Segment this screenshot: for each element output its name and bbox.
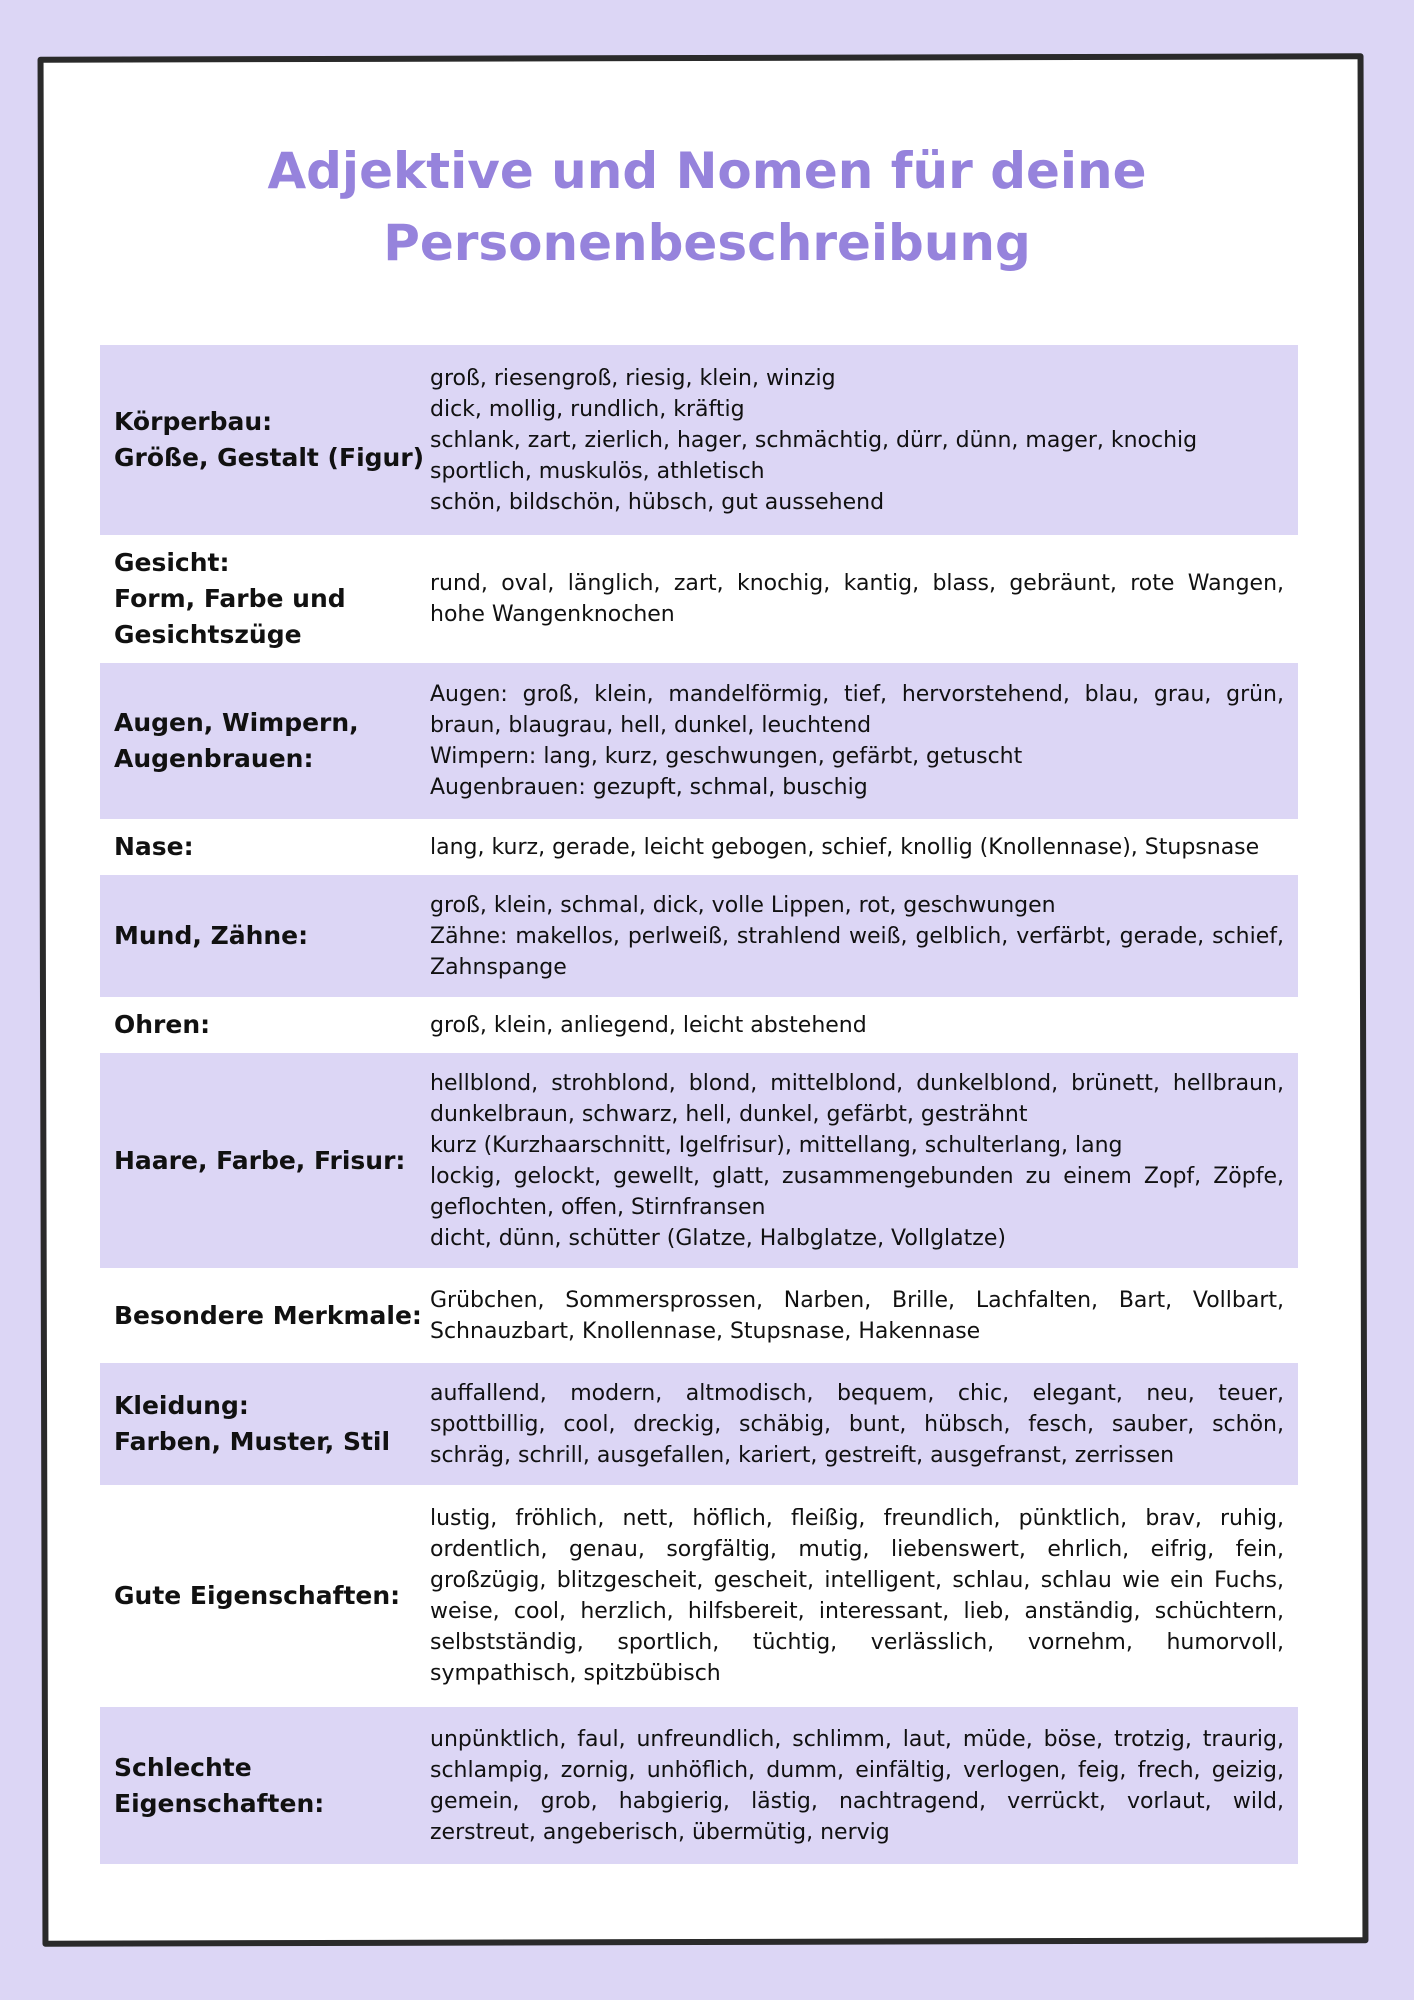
word-line: schlank, zart, zierlich, hager, schmächtig, dürr, dünn, mager, knochig <box>430 427 1198 453</box>
word-line: sportlich, muskulös, athletisch <box>430 458 765 484</box>
table-row-kleidung <box>100 1363 1298 1485</box>
row-label: Mund, Zähne: <box>114 921 309 950</box>
table-row-besondere-merkmale <box>100 1268 1298 1363</box>
table-row-haare <box>100 1053 1298 1268</box>
row-words <box>430 1053 1298 1268</box>
row-label: Gute Eigenschaften: <box>114 1581 401 1610</box>
word-paragraph: lockig, gelockt, gewellt, glatt, zusammengebunden zu einem Zopf, Zöpfe, geflochten, offen, Stirnfransen <box>430 1163 1284 1220</box>
row-label: Kleidung: Farben, Muster, Stil <box>114 1391 391 1456</box>
row-label: Besondere Merkmale: <box>114 1300 422 1330</box>
page-title <box>140 135 1274 279</box>
row-label: Körperbau: Größe, Gestalt (Figur) <box>114 407 425 472</box>
word-paragraph: auffallend, modern, altmodisch, bequem, chic, elegant, neu, teuer, spottbillig, cool, dreckig, schäbig, bunt, hübsch, fesch, sauber, schön, schräg, schrill, ausgefallen, kariert, gestreift, ausgefranst, zerrissen <box>430 1380 1284 1468</box>
table-row-ohren <box>100 997 1298 1053</box>
word-line: groß, klein, schmal, dick, volle Lippen, rot, geschwungen <box>430 892 1056 918</box>
row-label: Ohren: <box>114 1010 211 1039</box>
row-words <box>430 1268 1298 1363</box>
vocabulary-table <box>100 345 1298 1864</box>
word-line: Wimpern: lang, kurz, geschwungen, gefärbt, getuscht <box>430 744 1023 769</box>
table-row-gute-eigenschaften <box>100 1485 1298 1707</box>
row-label: Gesicht: Form, Farbe und Gesichtszüge <box>114 548 346 649</box>
word-line: Augenbrauen: gezupft, schmal, buschig <box>430 775 868 800</box>
word-line: schön, bildschön, hübsch, gut aussehend <box>430 489 885 515</box>
word-paragraph: hellblond, strohblond, blond, mittelblond, dunkelblond, brünett, hellbraun, dunkelbraun, schwarz, hell, dunkel, gefärbt, gesträhnt <box>430 1070 1284 1127</box>
row-words <box>430 535 1298 663</box>
word-line: lang, kurz, gerade, leicht gebogen, schief, knollig (Knollennase), Stupsnase <box>430 834 1260 860</box>
table-row-koerperbau <box>100 345 1298 535</box>
title-line-1: Adjektive und Nomen für deine <box>267 142 1147 200</box>
word-paragraph: unpünktlich, faul, unfreundlich, schlimm, laut, müde, böse, trotzig, traurig, schlampig, zornig, unhöflich, dumm, einfältig, verlogen, feig, frech, geizig, gemein, grob, habgierig, lästig, nachtragend, verrückt, vorlaut, wild, zerstreut, angeberisch, übermütig, nervig <box>430 1726 1284 1845</box>
row-words <box>430 1363 1298 1485</box>
table-row-augen <box>100 663 1298 819</box>
row-words <box>430 875 1298 997</box>
word-line: dick, mollig, rundlich, kräftig <box>430 396 745 422</box>
word-paragraph: lustig, fröhlich, nett, höflich, fleißig, freundlich, pünktlich, brav, ruhig, ordentlich, genau, sorgfältig, mutig, liebenswert, ehrlich, eifrig, fein, großzügig, blitzgescheit, gescheit, intelligent, schlau, schlau wie ein Fuchs, weise, cool, herzlich, hilfsbereit, interessant, lieb, anständig, schüchtern, selbstständig, sportlich, tüchtig, verlässlich, vornehm, humorvoll, sympathisch, spitzbübisch <box>430 1506 1284 1686</box>
row-label: Schlechte Eigenschaften: <box>114 1752 325 1818</box>
table-row-gesicht <box>100 535 1298 663</box>
row-label: Nase: <box>114 832 194 861</box>
word-line: dicht, dünn, schütter (Glatze, Halbglatze, Vollglatze) <box>430 1225 1006 1251</box>
row-words <box>430 663 1298 819</box>
word-paragraph: Zähne: makellos, perlweiß, strahlend weiß, gelblich, verfärbt, gerade, schief, Zahnspange <box>430 923 1284 980</box>
word-paragraph: Grübchen, Sommersprossen, Narben, Brille, Lachfalten, Bart, Vollbart, Schnauzbart, Knollennase, Stupsnase, Hakennase <box>430 1287 1284 1344</box>
row-words <box>430 345 1298 535</box>
title-line-2: Personenbeschreibung <box>383 214 1031 272</box>
table-row-nase <box>100 819 1298 875</box>
table-row-mund <box>100 875 1298 997</box>
row-words <box>430 997 1298 1053</box>
word-paragraph: Augen: groß, klein, mandelförmig, tief, hervorstehend, blau, grau, grün, braun, blaugrau, hell, dunkel, leuchtend <box>430 682 1284 738</box>
row-words <box>430 1707 1298 1864</box>
word-paragraph: rund, oval, länglich, zart, knochig, kantig, blass, gebräunt, rote Wangen, hohe Wangenknochen <box>430 571 1284 627</box>
table-row-schlechte-eigenschaften <box>100 1707 1298 1864</box>
row-words <box>430 819 1298 875</box>
word-line: kurz (Kurzhaarschnitt, Igelfrisur), mittellang, schulterlang, lang <box>430 1132 1123 1158</box>
row-label: Augen, Wimpern, Augenbrauen: <box>114 708 359 773</box>
row-label: Haare, Farbe, Frisur: <box>114 1145 406 1175</box>
word-line: groß, klein, anliegend, leicht abstehend <box>430 1012 867 1038</box>
word-line: groß, riesengroß, riesig, klein, winzig <box>430 365 836 391</box>
row-words <box>430 1485 1298 1707</box>
